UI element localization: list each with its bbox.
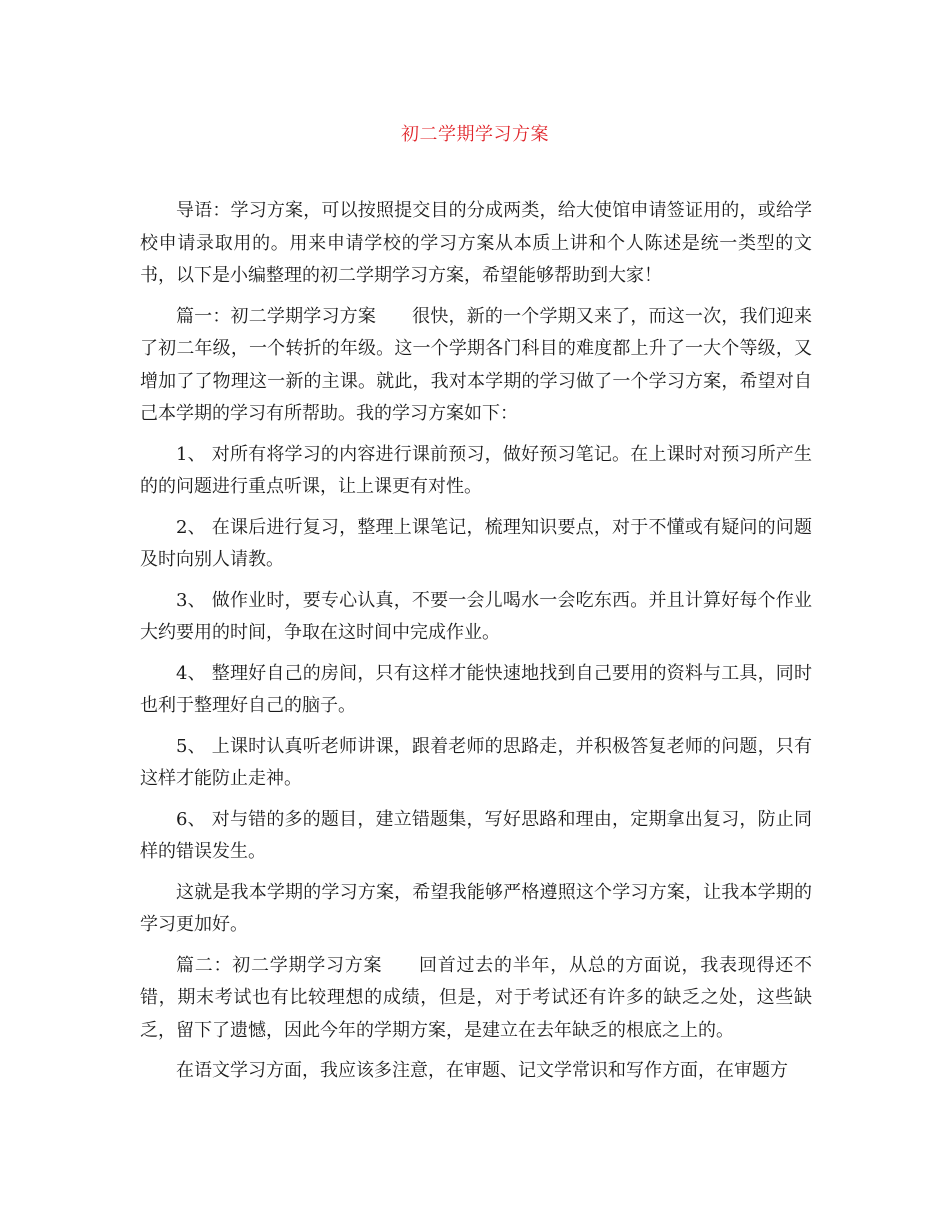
conclusion-paragraph: 这就是我本学期的学习方案，希望我能够严格遵照这个学习方案，让我本学期的学习更加好。 xyxy=(140,881,812,935)
section-2-heading: 篇二：初二学期学习方案 xyxy=(176,954,383,976)
list-item-2: 2、 在课后进行复习，整理上课笔记，梳理知识要点，对于不懂或有疑问的问题及时向别人请教。 xyxy=(140,516,812,570)
section-2-text: 回首过去的半年，从总的方面说，我表现得还不错，期末考试也有比较理想的成绩，但是，对于考试还有许多的缺乏之处，这些缺乏，留下了遗憾，因此今年的学期方案，是建立在去年缺乏的根底之上的。 xyxy=(140,954,812,1041)
list-item-1: 1、 对所有将学习的内容进行课前预习，做好预习笔记。在上课时对预习所产生的的问题进行重点听课，让上课更有对性。 xyxy=(140,443,812,497)
section-1-paragraph xyxy=(140,301,812,431)
list-item-4: 4、 整理好自己的房间，只有这样才能快速地找到自己要用的资料与工具，同时也利于整理好自己的脑子。 xyxy=(140,662,812,716)
document-body xyxy=(140,195,812,1096)
intro-paragraph: 导语：学习方案，可以按照提交目的分成两类，给大使馆申请签证用的，或给学校申请录取用的。用来申请学校的学习方案从本质上讲和个人陈述是统一类型的文书，以下是小编整理的初二学期学习方案，希望能够帮助到大家！ xyxy=(140,200,812,286)
list-item-6: 6、 对与错的多的题目，建立错题集，写好思路和理由，定期拿出复习，防止同样的错误发生。 xyxy=(140,808,812,862)
page-title: 初二学期学习方案 xyxy=(401,124,549,145)
section-1-heading: 篇一：初二学期学习方案 xyxy=(176,305,376,327)
list-item-3: 3、 做作业时，要专心认真，不要一会儿喝水一会吃东西。并且计算好每个作业大约要用的时间，争取在这时间中完成作业。 xyxy=(140,589,812,643)
list-item-5: 5、 上课时认真听老师讲课，跟着老师的思路走，并积极答复老师的问题，只有这样才能防止走神。 xyxy=(140,735,812,789)
last-paragraph: 在语文学习方面，我应该多注意，在审题、记文学常识和写作方面，在审题方 xyxy=(176,1060,788,1081)
section-1-text: 很快，新的一个学期又来了，而这一次，我们迎来了初二年级，一个转折的年级。这一个学期各门科目的难度都上升了一大个等级，又增加了了物理这一新的主课。就此，我对本学期的学习做了一个学习方案，希望对自己本学期的学习有所帮助。我的学习方案如下： xyxy=(140,305,812,424)
section-2-paragraph xyxy=(140,950,812,1048)
